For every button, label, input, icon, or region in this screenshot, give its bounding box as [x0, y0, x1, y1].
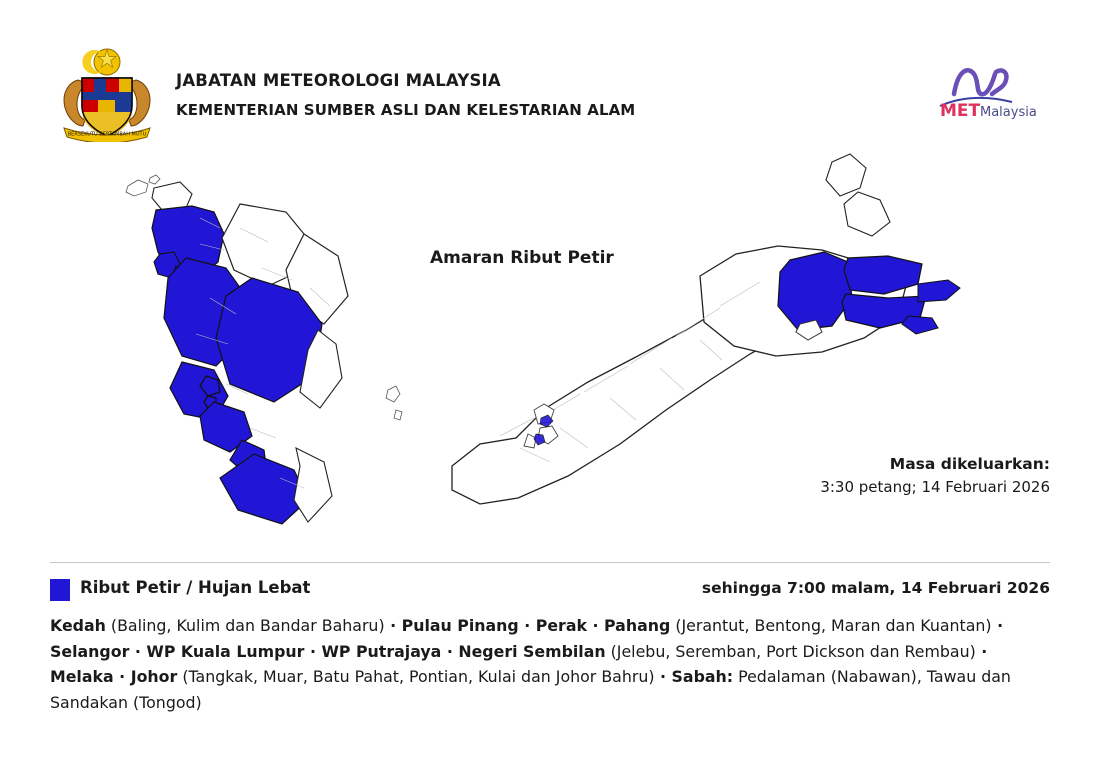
area-state-name: WP Kuala Lumpur — [146, 641, 305, 661]
area-separator: · — [441, 641, 459, 661]
ministry-name: KEMENTERIAN SUMBER ASLI DAN KELESTARIAN ALAM — [176, 101, 636, 119]
map-title: Amaran Ribut Petir — [430, 248, 614, 268]
legend-label: Ribut Petir / Hujan Lebat — [80, 578, 311, 597]
area-separator: · — [129, 641, 147, 661]
svg-text:BERSEKUTU BERTAMBAH MUTU: BERSEKUTU BERTAMBAH MUTU — [67, 131, 147, 138]
area-separator: · — [304, 641, 322, 661]
area-state-name: Johor — [130, 667, 178, 686]
area-state-name: Kedah — [50, 616, 106, 635]
section-divider — [50, 562, 1050, 563]
area-districts: (Baling, Kulim dan Bandar Baharu) — [105, 616, 385, 635]
svg-text:Malaysia: Malaysia — [980, 105, 1037, 120]
area-state-name: Sabah: — [671, 667, 734, 686]
header-text-block — [176, 70, 635, 121]
peninsular-malaysia-group — [126, 175, 402, 524]
area-state-name: Perak — [535, 616, 588, 635]
area-state-name: Negeri Sembilan — [458, 641, 606, 661]
malaysia-coat-of-arms-icon — [48, 44, 166, 142]
department-name: JABATAN METEOROLOGI MALAYSIA — [176, 71, 501, 90]
issued-label: Masa dikeluarkan: — [889, 455, 1050, 473]
area-separator: · — [654, 667, 672, 686]
issued-time-block — [820, 453, 1050, 499]
warning-map — [0, 148, 1100, 560]
borneo-group — [452, 154, 960, 504]
legend-row — [50, 576, 1050, 604]
area-separator: · — [384, 616, 402, 635]
legend-color-swatch — [50, 579, 70, 601]
area-state-name: Pulau Pinang — [401, 616, 519, 635]
affected-areas-paragraph — [50, 613, 1052, 715]
area-districts: Pedalaman (Nabawan), Tawau dan Sandakan (Tongod) — [50, 667, 1011, 712]
svg-text:MET: MET — [940, 101, 981, 120]
metmalaysia-logo-icon — [932, 58, 1052, 120]
area-state-name: WP Putrajaya — [321, 641, 442, 661]
area-state-name: Melaka — [50, 667, 114, 686]
area-state-name: Selangor — [50, 641, 130, 661]
page-header — [0, 0, 1100, 148]
area-separator: · — [975, 641, 988, 661]
legend-validity: sehingga 7:00 malam, 14 Februari 2026 — [701, 579, 1050, 597]
area-districts: (Tangkak, Muar, Batu Pahat, Pontian, Kulai dan Johor Bahru) — [177, 667, 655, 686]
area-state-name: Pahang — [604, 616, 671, 635]
issued-value: 3:30 petang; 14 Februari 2026 — [820, 478, 1050, 496]
area-districts: (Jelebu, Seremban, Port Dickson dan Rembau) — [605, 641, 976, 661]
sabah-sandakan-highlight — [844, 256, 922, 294]
area-separator: · — [587, 616, 605, 635]
area-separator: · — [113, 667, 131, 686]
area-districts: (Jerantut, Bentong, Maran dan Kuantan) — [670, 616, 992, 635]
area-separator: · — [518, 616, 536, 635]
state-johor-highlight — [220, 454, 308, 524]
area-separator: · — [991, 616, 1004, 635]
